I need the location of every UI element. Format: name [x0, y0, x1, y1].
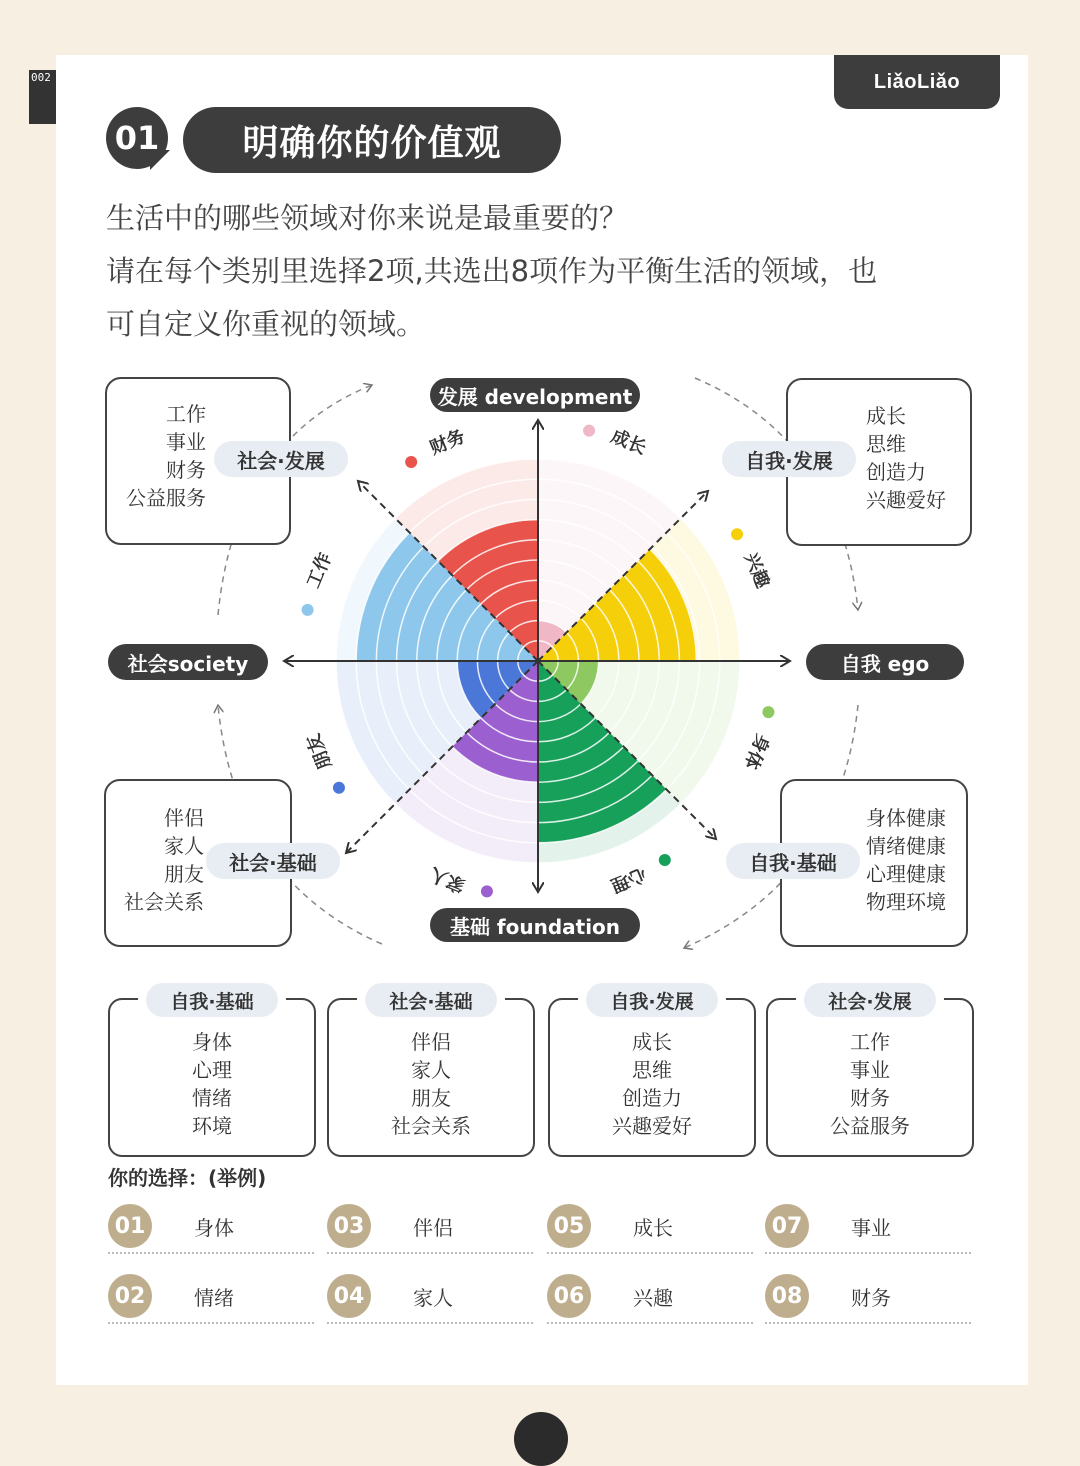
tag-social-development: 社会·发展 — [214, 441, 348, 477]
list-item: 成长 — [866, 404, 906, 428]
list-item: 思维 — [632, 1058, 672, 1082]
sector-label — [405, 425, 468, 468]
category-card-tag: 社会·发展 — [804, 983, 936, 1017]
tag-self-development: 自我·发展 — [722, 441, 856, 477]
sector-label — [731, 528, 774, 591]
sector-dot — [302, 604, 314, 616]
choice-number-badge: 07 — [765, 1204, 809, 1248]
list-item: 身体健康 — [866, 806, 946, 830]
sector-dot — [731, 528, 743, 540]
choice-text: 事业 — [851, 1216, 891, 1240]
category-card-tag: 社会·基础 — [365, 983, 497, 1017]
choice-number-badge: 05 — [547, 1204, 591, 1248]
box-social-development-list — [122, 400, 206, 512]
list-item: 兴趣爱好 — [866, 488, 946, 512]
box-self-development-list — [866, 402, 946, 514]
list-item: 兴趣爱好 — [612, 1114, 692, 1138]
list-item: 环境 — [192, 1114, 232, 1138]
list-item: 财务 — [166, 458, 206, 482]
list-item: 情绪健康 — [866, 834, 946, 858]
choice-number-badge: 06 — [547, 1274, 591, 1318]
choice-item — [108, 1268, 314, 1324]
sector-label-text: 工作 — [302, 549, 337, 592]
category-card-items — [550, 1028, 754, 1140]
choices-title: 你的选择：(举例) — [108, 1166, 267, 1190]
list-item: 心理 — [192, 1058, 232, 1082]
sector-label-text: 家人 — [426, 862, 469, 897]
list-item: 伴侣 — [164, 806, 204, 830]
choice-item — [327, 1198, 533, 1254]
choice-text: 财务 — [851, 1286, 891, 1310]
sector-label — [607, 854, 671, 896]
sector-label — [302, 549, 336, 615]
intro-line: 请在每个类别里选择2项,共选出8项作为平衡生活的领域，也 — [106, 254, 878, 288]
sector-label — [303, 731, 345, 794]
sector-label-text: 成长 — [607, 425, 650, 460]
brand-logo: LiǎoLiǎo — [834, 55, 1000, 109]
choice-number-badge: 08 — [765, 1274, 809, 1318]
sector-label-text: 身体 — [739, 730, 774, 773]
category-card-items — [329, 1028, 533, 1140]
choice-item — [327, 1268, 533, 1324]
sector-dot — [405, 456, 417, 468]
intro-line: 可自定义你重视的领域。 — [106, 307, 426, 341]
sector-label — [426, 863, 492, 897]
sector-label-text: 朋友 — [302, 730, 337, 773]
list-item: 家人 — [164, 834, 204, 858]
category-card-items — [768, 1028, 972, 1140]
choice-text: 家人 — [413, 1286, 453, 1310]
choice-number-badge: 03 — [327, 1204, 371, 1248]
sector-label — [740, 706, 774, 772]
choice-number-badge: 04 — [327, 1274, 371, 1318]
list-item: 伴侣 — [411, 1030, 451, 1054]
category-card-tag: 自我·基础 — [146, 983, 278, 1017]
choice-text: 伴侣 — [413, 1216, 453, 1240]
category-card-tag: 自我·发展 — [586, 983, 718, 1017]
list-item: 物理环境 — [866, 890, 946, 914]
choice-number-badge: 02 — [108, 1274, 152, 1318]
page-number: 002 — [31, 71, 51, 84]
section-title: 明确你的价值观 — [183, 107, 561, 173]
sector-label-text: 财务 — [426, 425, 469, 460]
sector-dot — [333, 782, 345, 794]
box-self-foundation-list — [866, 804, 946, 916]
sector-dot — [481, 885, 493, 897]
tag-self-foundation: 自我·基础 — [726, 843, 860, 879]
sector-dot — [762, 706, 774, 718]
category-card — [548, 990, 756, 1157]
list-item: 朋友 — [164, 862, 204, 886]
list-item: 情绪 — [192, 1086, 232, 1110]
category-card — [766, 990, 974, 1157]
list-item: 财务 — [850, 1086, 890, 1110]
choice-text: 身体 — [194, 1216, 234, 1240]
choice-text: 情绪 — [194, 1286, 234, 1310]
choice-item — [547, 1198, 753, 1254]
category-card — [327, 990, 535, 1157]
axis-label-bottom: 基础 foundation — [430, 908, 640, 942]
sector-label — [583, 425, 649, 459]
list-item: 家人 — [411, 1058, 451, 1082]
list-item: 创造力 — [866, 460, 926, 484]
list-item: 社会关系 — [391, 1114, 471, 1138]
choice-text: 成长 — [633, 1216, 673, 1240]
choice-item — [765, 1198, 971, 1254]
list-item: 创造力 — [622, 1086, 682, 1110]
choice-item — [108, 1198, 314, 1254]
list-item: 社会关系 — [124, 890, 204, 914]
choice-text: 兴趣 — [633, 1286, 673, 1310]
sector-dot — [583, 425, 595, 437]
footer-logo — [514, 1412, 568, 1466]
list-item: 心理健康 — [866, 862, 946, 886]
category-card-items — [110, 1028, 314, 1140]
box-social-foundation-list — [120, 804, 204, 916]
list-item: 成长 — [632, 1030, 672, 1054]
list-item: 工作 — [166, 402, 206, 426]
sector-label-text: 心理 — [607, 862, 650, 897]
choice-item — [547, 1268, 753, 1324]
sector-label-text: 兴趣 — [739, 549, 774, 592]
list-item: 朋友 — [411, 1086, 451, 1110]
sector-dot — [659, 854, 671, 866]
section-number: 01 — [106, 107, 168, 169]
list-item: 思维 — [866, 432, 906, 456]
axis-label-top: 发展 development — [430, 378, 640, 412]
category-card — [108, 990, 316, 1157]
axis-label-left: 社会society — [108, 644, 268, 680]
list-item: 事业 — [850, 1058, 890, 1082]
list-item: 工作 — [850, 1030, 890, 1054]
intro-line: 生活中的哪些领域对你来说是最重要的？ — [106, 201, 629, 235]
list-item: 公益服务 — [830, 1114, 910, 1138]
axis-label-right: 自我 ego — [806, 644, 964, 680]
list-item: 事业 — [166, 430, 206, 454]
tag-social-foundation: 社会·基础 — [206, 843, 340, 879]
list-item: 公益服务 — [126, 486, 206, 510]
choice-number-badge: 01 — [108, 1204, 152, 1248]
list-item: 身体 — [192, 1030, 232, 1054]
choice-item — [765, 1268, 971, 1324]
